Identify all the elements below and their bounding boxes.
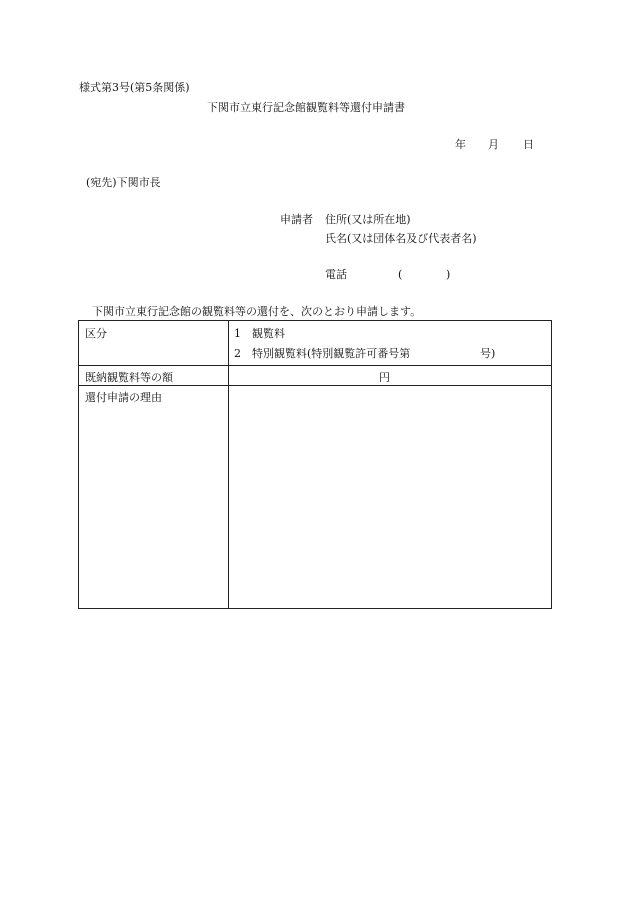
option-2-number: 2 (234, 347, 241, 360)
applicant-label: 申請者 (280, 213, 313, 226)
name-label: 氏名(又は団体名及び代表者名) (325, 232, 477, 245)
document-title: 下関市立東行記念館観覧料等還付申請書 (207, 101, 405, 114)
address-label: 住所(又は所在地) (325, 213, 411, 226)
date-day-label: 日 (523, 138, 534, 151)
option-2-text: 特別観覧料(特別観覧許可番号第 (252, 347, 411, 360)
row-divider (79, 365, 551, 366)
phone-close-paren: ) (446, 268, 451, 281)
paid-amount-unit: 円 (379, 371, 390, 384)
application-table (78, 320, 552, 609)
addressee: (宛先)下関市長 (86, 176, 161, 189)
option-2-suffix: 号) (480, 347, 496, 360)
phone-label: 電話 (325, 268, 347, 281)
phone-open-paren: ( (398, 268, 403, 281)
paid-amount-label: 既納観覧料等の額 (85, 371, 173, 384)
date-year-label: 年 (455, 138, 466, 151)
form-number: 様式第3号(第5条関係) (79, 81, 190, 94)
refund-reason-label: 還付申請の理由 (85, 391, 162, 404)
option-1-text: 観覧料 (252, 327, 285, 340)
option-1-number: 1 (234, 327, 241, 340)
intro-text: 下関市立東行記念館の観覧料等の還付を、次のとおり申請します。 (92, 305, 422, 318)
date-month-label: 月 (488, 138, 499, 151)
category-label: 区分 (85, 327, 107, 340)
row-divider (79, 385, 551, 386)
